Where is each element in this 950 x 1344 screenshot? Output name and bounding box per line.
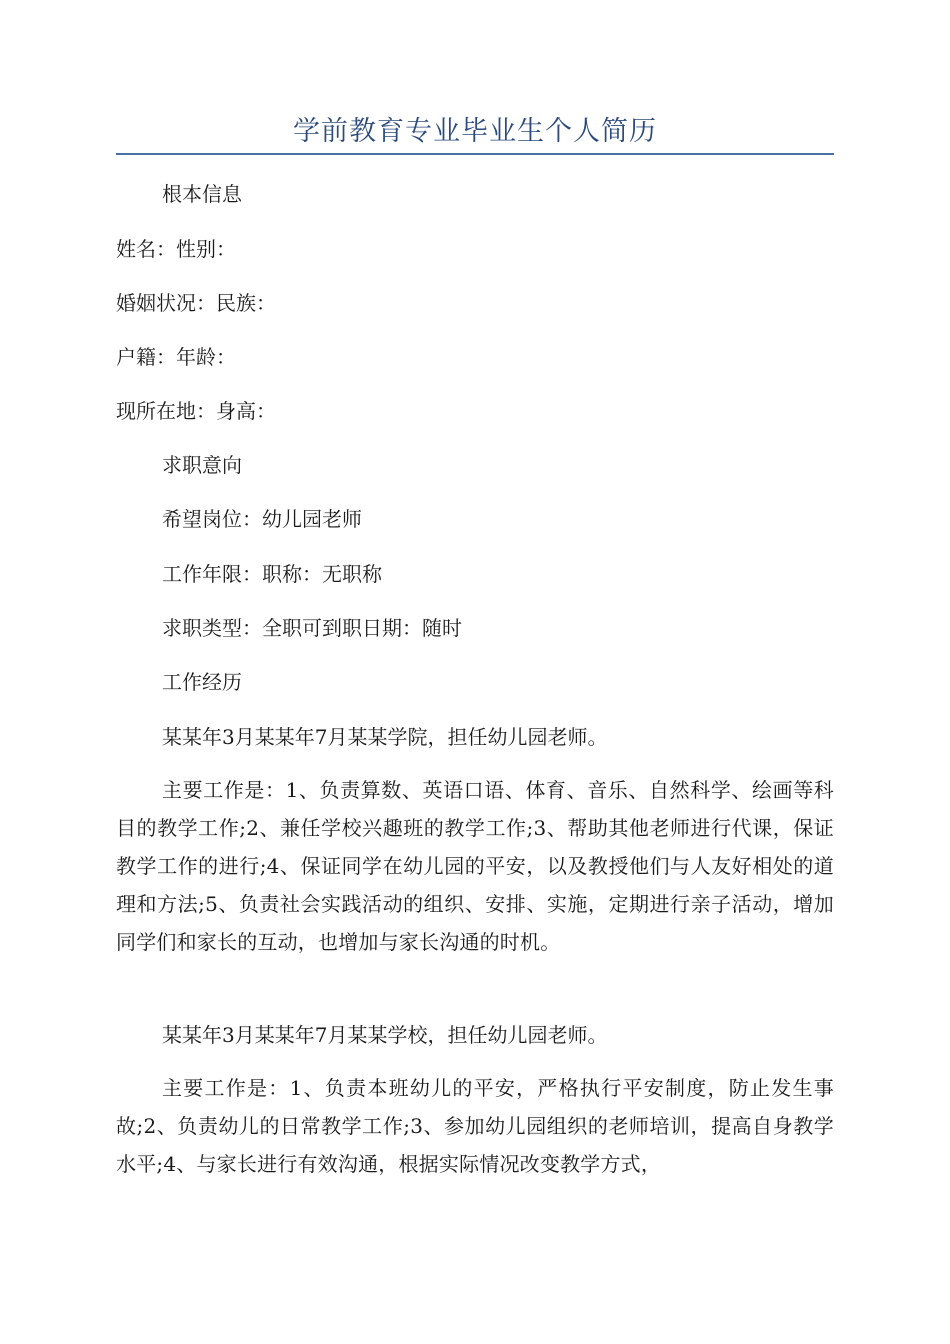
experience-period-2: 某某年3月某某年7月某某学校，担任幼儿园老师。: [162, 1023, 608, 1047]
household-age-line: 户籍：年龄：: [116, 345, 236, 369]
location-height-line: 现所在地：身高：: [116, 399, 276, 423]
experience-period-1: 某某年3月某某年7月某某学院，担任幼儿园老师。: [162, 725, 608, 749]
job-type-date-line: 求职类型：全职可到职日期：随时: [162, 616, 462, 640]
name-gender-line: 姓名：性别：: [116, 237, 236, 261]
basic-info-heading: 根本信息: [162, 182, 242, 206]
experience-duties-1: 主要工作是：1、负责算数、英语口语、体育、音乐、自然科学、绘画等科目的教学工作;2、兼任学校兴趣班的教学工作;3、帮助其他老师进行代课，保证教学工作的进行;4、保证同学在幼儿园的平安，以及教授他们与人友好相处的道理和方法;5、负责社会实践活动的组织、安排、实施，定期进行亲子活动，增加同学们和家长的互动，也增加与家长沟通的时机。: [116, 778, 834, 954]
work-years-title-line: 工作年限：职称：无职称: [162, 562, 382, 586]
title-underline: [116, 153, 834, 155]
experience-duties-2: 主要工作是：1、负责本班幼儿的平安，严格执行平安制度，防止发生事故;2、负责幼儿的日常教学工作;3、参加幼儿园组织的老师培训，提高自身教学水平;4、与家长进行有效沟通，根据实际情况改变教学方式，: [116, 1076, 834, 1176]
document-title: 学前教育专业毕业生个人简历: [293, 116, 657, 147]
marital-ethnic-line: 婚姻状况：民族：: [116, 291, 276, 315]
desired-position-line: 希望岗位：幼儿园老师: [162, 507, 362, 531]
job-intent-heading: 求职意向: [162, 453, 242, 477]
work-experience-heading: 工作经历: [162, 670, 242, 694]
